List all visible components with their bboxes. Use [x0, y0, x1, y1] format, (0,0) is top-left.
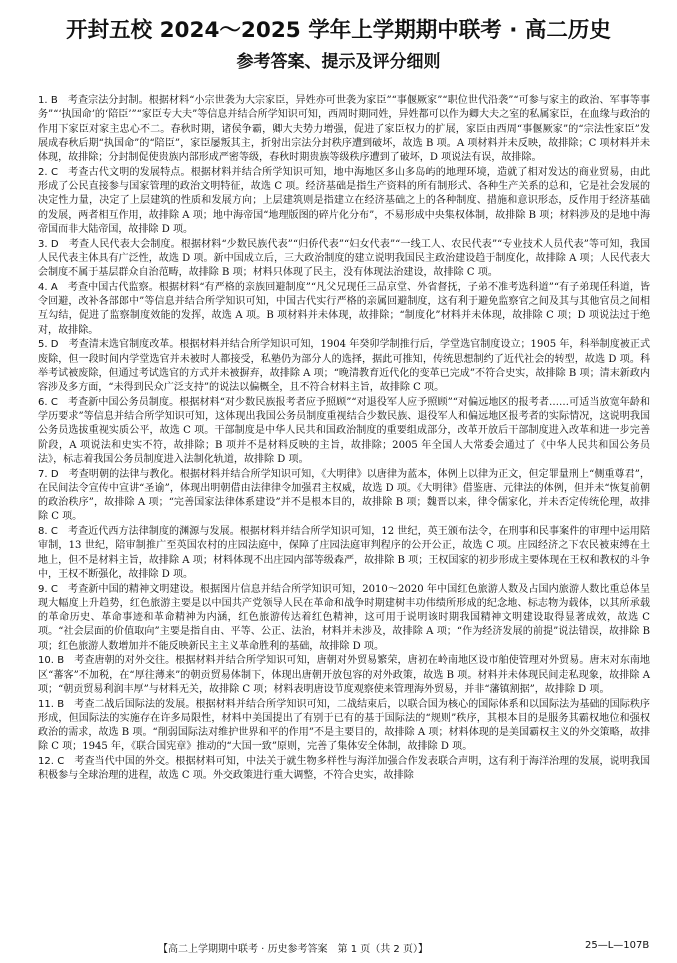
answer-item	[38, 338, 650, 395]
answer-item	[38, 698, 650, 755]
answer-item	[38, 468, 650, 525]
answer-text: 考查明朝的法律与教化。根据材料并结合所学知识可知，《大明律》以唐律为蓝本，体例上以律为正文，但定罪量刑上“侧重尊君”，在民间法令宣传中宣讲“圣谕”，体现出明朝借由法律律令加强君主权威，故选 D 项。《大明律》借鉴唐、元律法的体例，但并未“恢复前朝的政治秩序”，故排除 A 项；“完善国家法律体系建设”并不是根本目的，故排除 B 项；魏晋以来，律令儒家化，并未否定传统伦理，故排除 C 项。	[38, 468, 650, 523]
answer-text: 考查中国古代监察。根据材料“有严格的亲族回避制度”“凡父兄现任三品京堂、外省督抚，子弟不准考选科道”“有子弟现任科道，皆令回避，改补各部郎中”等信息并结合所学知识可知，中国古代实行严格的亲属回避制度，这有利于避免监察官之间及其与其他官员之间相互勾结，促进了监察制度效能的发挥，故选 A 项。B 项材料并未体现，故排除；“制度化”材料并未体现，故排除 C 项；D 项说法过于绝对，故排除。	[38, 281, 651, 336]
answer-text: 考查当代中国的外交。根据材料可知，中法关于就生物多样性与海洋加强合作发表联合声明，这有利于海洋治理的发展，说明我国积极参与全球治理的进程，故选 C 项。外交政策进行重大调整，不符合史实，故排除	[38, 756, 650, 782]
answer-number: 10. B	[38, 655, 65, 667]
answer-item	[38, 396, 650, 467]
answer-item	[38, 281, 650, 338]
answer-item	[38, 94, 650, 165]
answer-number: 12. C	[38, 756, 65, 767]
answer-item	[38, 525, 650, 582]
answer-item	[38, 583, 650, 654]
answer-number: 7. D	[38, 468, 59, 480]
answer-text: 考查新中国公务员制度。根据材料“对少数民族报考者应予照顾”“对退役军人应予照顾”“对偏远地区的报考者……可适当放宽年龄和学历要求”等信息并结合所学知识可知，这体现出我国公务员制度重视结合少数民族、退役军人和偏远地区报考者的实际情况，这说明我国公务员选拔重视实质公平，故选 C 项。干部制度是中华人民共和国政治制度的重要组成部分，改革开放后干部制度进入改革和进一步完善阶段，A 项说法和史实不符，故排除；B 项并不是材料反映的主旨，故排除；2005 年全国人大常委会通过了《中华人民共和国公务员法》，标志着我国公务员制度进入法制化轨道，故排除 D 项。	[38, 396, 651, 465]
answer-text: 考查唐朝的对外交往。根据材料并结合所学知识可知，唐朝对外贸易繁荣，唐初在岭南地区设市舶使管理对外贸易。唐末对东南地区“蕃客”不加税，在“厚往薄来”的朝贡贸易体制下，体现出唐朝开放包容的对外政策，故选 B 项。材料并未体现民间走私现象，故排除 A 项；“朝贡贸易利润丰厚”与材料无关，故排除 C 项；材料表明唐设节度观察使来管理海外贸易，并非“藩镇割据”，故排除 D 项。	[38, 655, 650, 695]
answer-number: 8. C	[38, 526, 58, 537]
answer-text: 考查宗法分封制。根据材料“小宗世袭为大宗家臣，异姓亦可世袭为家臣”“事偃厥家”“职位世代沿袭”“可参与家主的政治、军事等事务”“‘执国命’的‘陪臣’”“家臣专大夫”等信息并结合所学知识可知，西周时期同姓，异姓都可以作为卿大夫之室的私属家臣，在血缘与政治的作用下家臣对家主忠心不二。春秋时期，诸侯争霸，卿大夫势力增强，促进了家臣权力的扩展，家臣由西周“事偃厥家”的“宗法性家臣”发展成春秋后期“执国命”的“陪臣”，家臣屡叛其主，折射出宗法分封秩序遭到破坏，故选 B 项。A 项材料并未反映，故排除；C 项材料并未体现，故排除；分封制促使贵族内部形成严密等级，春秋时期贵族等级秩序遭到了破坏，D 项说法有误，故排除。	[38, 95, 650, 163]
answer-item	[38, 166, 650, 237]
answer-text: 考查新中国的精神文明建设。根据图片信息并结合所学知识可知，2010～2020 年中国红色旅游人数及占国内旅游人数比重总体呈现大幅度上升趋势，红色旅游主要是以中国共产党领导人民在革命和战争时期建树丰功伟绩所形成的纪念地、标志物为载体，以其所承载的革命历史、革命事迹和革命精神为内涵，红色旅游传达着红色精神，这可用于说明该时期我国精神文明建设取得显著成效，故选 C 项。“社会层面的价值取向”主要是指自由、平等、公正、法治，材料并未涉及，故排除 A 项；“作为经济发展的前提”说法错误，故排除 B 项；红色旅游人数增加并不能反映新民主主义革命胜利的基础，故排除 D 项。	[38, 583, 651, 652]
answer-number: 3. D	[38, 238, 59, 250]
answer-number: 11. B	[38, 698, 65, 710]
answer-list	[38, 94, 650, 784]
answer-number: 9. C	[38, 583, 58, 595]
answer-item	[38, 755, 650, 784]
answer-text: 考查近代西方法律制度的渊源与发展。根据材料并结合所学知识可知，12 世纪，英王颁布法令，在刑事和民事案件的审理中运用陪审制，13 世纪，陪审制推广至英国农村的庄园法庭中，保障了庄园法庭审判程序的公开公正，故选 C 项。庄园经济之下农民被束缚在土地上，但不是材料主旨，故排除 A 项；材料体现不出庄园内部等级森严，故排除 B 项；王权国家的初步形成主要体现在王权和教权的斗争中，王权不断强化，故排除 D 项。	[38, 526, 650, 580]
page-title: 开封五校 2024～2025 学年上学期期中联考 · 高二历史	[66, 18, 611, 43]
answer-number: 4. A	[38, 281, 58, 293]
page-subtitle: 参考答案、提示及评分细则	[236, 52, 441, 72]
footer-code: 25—L—107B	[585, 940, 650, 951]
answer-text: 考查古代文明的发展特点。根据材料并结合所学知识可知，地中海地区多山多岛屿的地理环境，造就了相对发达的商业贸易，由此形成了公民直接参与国家管理的政治文明特征，故选 C 项。经济基础是指生产资料的所有制形式、各种生产关系的总和，它是社会发展的决定性力量，决定了上层建筑的性质和发展方向；上层建筑则是指建立在经济基础之上的各种制度、措施和意识形态，反作用于经济基础的发展，两者相互作用，故排除 A 项；地中海帝国“地理版图的碎片化分布”，不易形成中央集权体制，故排除 B 项；材料涉及的是地中海帝国而非大陆帝国，故排除 D 项。	[38, 166, 650, 235]
answer-number: 2. C	[38, 166, 58, 178]
answer-text: 考查人民代表大会制度。根据材料“少数民族代表”“归侨代表”“妇女代表”“一线工人、农民代表”“专业技术人员代表”等可知，我国人民代表主体具有广泛性，故选 D 项。新中国成立后，三大政治制度的建立说明我国民主政治建设趋于制度化，故排除 A 项；人民代表大会制度不属于基层群众自治范畴，故排除 B 项；材料只体现了民主，没有体现法治建设，故排除 C 项。	[38, 238, 650, 278]
answer-text: 考查清末选官制度改革。根据材料并结合所学知识可知，1904 年癸卯学制推行后，学堂选官制度设立；1905 年，科举制度被正式废除，但一段时间内学堂选官并未被时人都接受，私塾仍为部分人的选择，据此可推知，传统思想制约了近代社会的转型，故选 D 项。科举考试被废除，但通过考试选官的方式并未被摒弃，故排除 A 项；“晚清教育近代化的变革已完成”不符合史实，故排除 B 项；清末新政内容涉及多方面，“未得到民众广泛支持”的说法以偏概全，且不符合材料主旨，故排除 C 项。	[38, 339, 650, 393]
answer-number: 6. C	[38, 396, 58, 408]
answer-number: 5. D	[38, 339, 59, 351]
footer-title: 【高二上学期期中联考 · 历史参考答案 第 1 页（共 2 页）】	[158, 944, 428, 955]
answer-item	[38, 238, 650, 281]
answer-text: 考查二战后国际法的发展。根据材料并结合所学知识可知，二战结束后，以联合国为核心的国际体系和以国际法为基础的国际秩序形成，但国际法的实施存在许多局限性，材料中美国提出了有别于已有的基于国际法的“规则”秩序，其根本目的是服务其霸权地位和强权政治的需求，故选 B 项。“削弱国际法对维护世界和平的作用”不是主要目的，故排除 A 项；材料体现的是美国霸权主义的外交策略，故排除 C 项；1945 年，《联合国宪章》推动的“大国一致”原则，完善了集体安全体制，故排除 D 项。	[38, 698, 650, 753]
answer-item	[38, 654, 650, 697]
answer-number: 1. B	[38, 95, 58, 106]
